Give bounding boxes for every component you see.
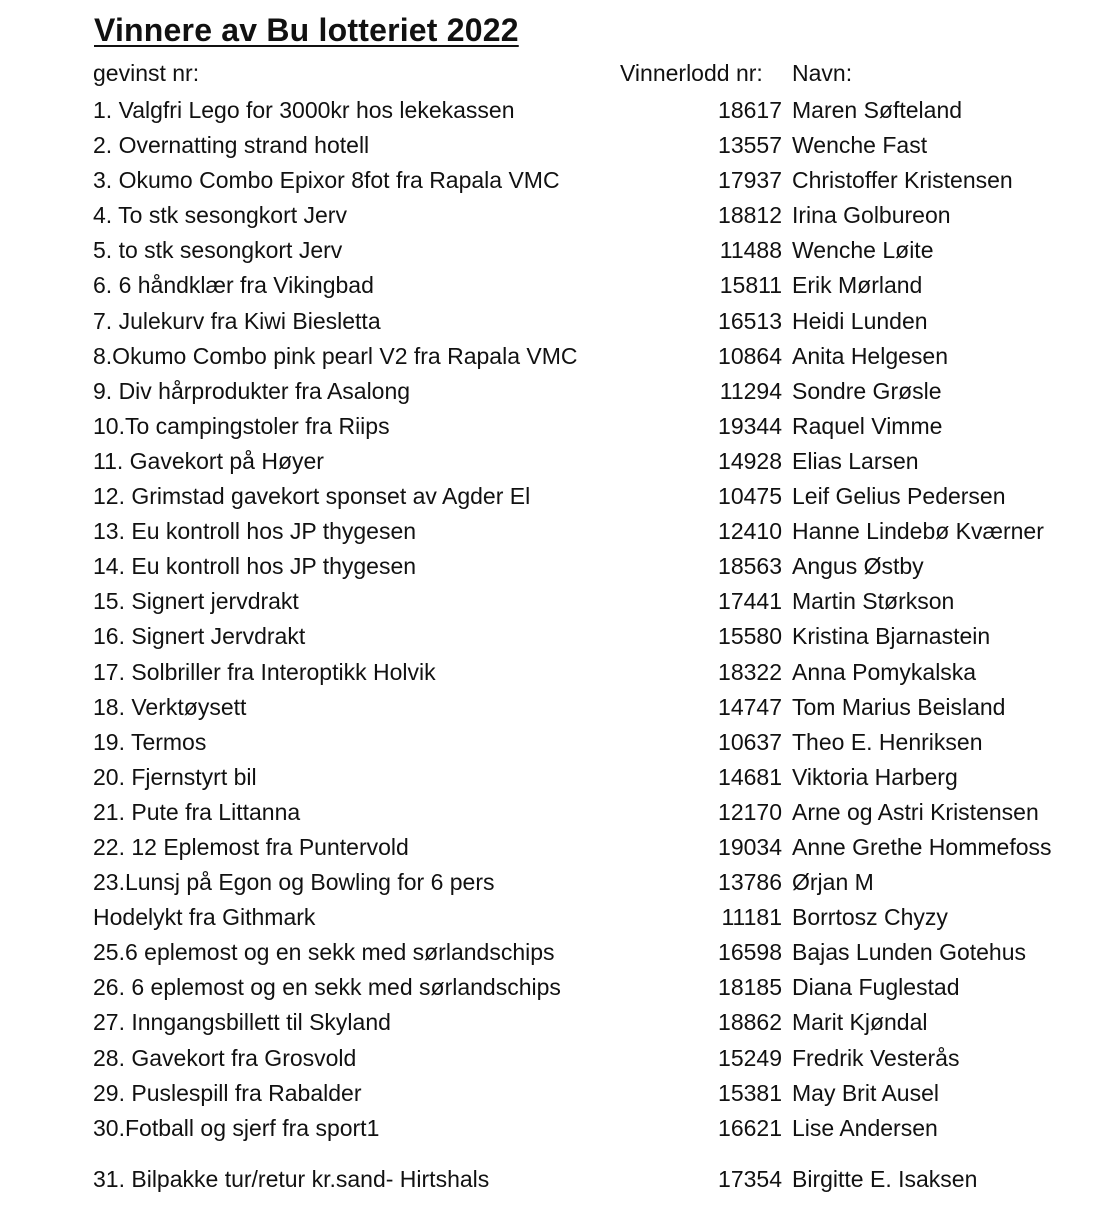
winner-name: Theo E. Henriksen xyxy=(792,728,983,755)
winner-row xyxy=(0,865,1100,900)
prize-cell: 1. Valgfri Lego for 3000kr hos lekekassen xyxy=(93,97,515,123)
winner-name: Lise Andersen xyxy=(792,1114,938,1141)
winner-name: Hanne Lindebø Kværner xyxy=(792,518,1044,545)
winner-name: Wenche Fast xyxy=(792,132,928,159)
winner-row xyxy=(0,304,1100,339)
winner-name: Raquel Vimme xyxy=(792,412,943,439)
prize-cell: 9. Div hårprodukter fra Asalong xyxy=(93,377,411,404)
prize-cell: 7. Julekurv fra Kiwi Biesletta xyxy=(93,307,381,334)
winner-name: Bajas Lunden Gotehus xyxy=(792,939,1027,966)
winner-row xyxy=(0,549,1100,584)
winner-name: Maren Søfteland xyxy=(792,97,963,123)
prize-cell: 10.To campingstoler fra Riips xyxy=(93,412,390,439)
winner-row xyxy=(0,760,1100,795)
prize-cell: 29. Puslespill fra Rabalder xyxy=(93,1079,362,1106)
prize-cell: 17. Solbriller fra Interoptikk Holvik xyxy=(93,658,436,685)
ticket-number: 18322 xyxy=(718,658,782,685)
ticket-number: 15580 xyxy=(718,623,782,650)
winner-name: Christoffer Kristensen xyxy=(792,167,1013,194)
prize-cell: 26. 6 eplemost og en sekk med sørlandschips xyxy=(93,974,561,1001)
ticket-number: 10637 xyxy=(718,728,782,755)
winner-row xyxy=(0,619,1100,654)
header-ticket: Vinnerlodd nr: xyxy=(620,60,763,86)
winner-row xyxy=(0,935,1100,970)
prize-cell: 14. Eu kontroll hos JP thygesen xyxy=(93,553,417,580)
prize-cell: 12. Grimstad gavekort sponset av Agder El xyxy=(93,483,531,510)
prize-cell: 3. Okumo Combo Epixor 8fot fra Rapala VMC xyxy=(93,167,560,194)
winner-row xyxy=(0,268,1100,303)
prize-cell: 16. Signert Jervdrakt xyxy=(93,623,306,650)
winner-row xyxy=(0,584,1100,619)
prize-cell: 27. Inngangsbillett til Skyland xyxy=(93,1009,391,1036)
winner-row xyxy=(0,198,1100,233)
prize-cell: 23.Lunsj på Egon og Bowling for 6 pers xyxy=(93,869,495,896)
winner-name: Anna Pomykalska xyxy=(792,658,977,685)
winner-row xyxy=(0,900,1100,935)
winner-name: Viktoria Harberg xyxy=(792,763,958,790)
winner-row xyxy=(0,128,1100,163)
winner-row xyxy=(0,970,1100,1005)
winner-name: Angus Østby xyxy=(792,553,924,580)
ticket-number: 10475 xyxy=(718,483,782,510)
ticket-number: 16621 xyxy=(718,1114,782,1141)
winner-row xyxy=(0,830,1100,865)
winner-row xyxy=(0,1005,1100,1040)
winner-row xyxy=(0,479,1100,514)
winner-row xyxy=(0,93,1100,128)
ticket-number: 19034 xyxy=(718,833,782,860)
ticket-number: 19344 xyxy=(718,412,782,439)
ticket-number: 18563 xyxy=(718,553,782,580)
ticket-number: 15249 xyxy=(718,1044,782,1071)
winner-row xyxy=(0,444,1100,479)
winner-name: Anita Helgesen xyxy=(792,342,948,369)
prize-cell: 19. Termos xyxy=(93,728,207,755)
ticket-number: 11488 xyxy=(719,237,782,264)
winner-name: Kristina Bjarnastein xyxy=(792,623,991,650)
winner-row xyxy=(0,163,1100,198)
ticket-number: 16513 xyxy=(718,307,782,334)
winner-name: Elias Larsen xyxy=(792,447,919,474)
ticket-number: 13557 xyxy=(718,132,782,159)
prize-cell: 2. Overnatting strand hotell xyxy=(93,132,370,159)
winner-row xyxy=(0,1076,1100,1111)
ticket-number: 11181 xyxy=(721,904,782,931)
winner-row xyxy=(0,795,1100,830)
prize-cell: 8.Okumo Combo pink pearl V2 fra Rapala VMC xyxy=(93,342,578,369)
winner-name: Fredrik Vesterås xyxy=(792,1044,960,1071)
prize-cell: 30.Fotball og sjerf fra sport1 xyxy=(93,1114,380,1141)
winner-name: Martin Størkson xyxy=(792,588,955,615)
ticket-number: 12170 xyxy=(718,798,782,825)
ticket-number: 17441 xyxy=(718,588,782,615)
ticket-number: 14928 xyxy=(718,447,782,474)
winner-row xyxy=(0,409,1100,444)
winner-name: Ørjan M xyxy=(792,869,874,896)
prize-cell: 28. Gavekort fra Grosvold xyxy=(93,1044,357,1071)
ticket-number: 12410 xyxy=(718,518,782,545)
winner-name: Heidi Lunden xyxy=(792,307,928,334)
ticket-number: 11294 xyxy=(719,377,782,404)
page-title: Vinnere av Bu lotteriet 2022 xyxy=(94,12,519,48)
winner-name: Sondre Grøsle xyxy=(792,377,942,404)
winner-name: Wenche Løite xyxy=(792,237,934,264)
ticket-number: 18812 xyxy=(718,202,782,229)
winner-name: Tom Marius Beisland xyxy=(792,693,1006,720)
ticket-number: 14681 xyxy=(718,763,782,790)
winner-row xyxy=(0,339,1100,374)
winner-row xyxy=(0,1041,1100,1076)
prize-cell: 18. Verktøysett xyxy=(93,693,247,720)
ticket-number: 18617 xyxy=(718,97,782,123)
prize-cell: 31. Bilpakke tur/retur kr.sand- Hirtshals xyxy=(93,1165,490,1192)
ticket-number: 14747 xyxy=(718,693,782,720)
winner-name: May Brit Ausel xyxy=(792,1079,939,1106)
winner-name: Leif Gelius Pedersen xyxy=(792,483,1006,510)
winner-name: Diana Fuglestad xyxy=(792,974,960,1001)
prize-cell: 21. Pute fra Littanna xyxy=(93,798,301,825)
winner-name: Birgitte E. Isaksen xyxy=(792,1165,978,1192)
winner-row xyxy=(0,655,1100,690)
ticket-number: 17937 xyxy=(718,167,782,194)
ticket-number: 18862 xyxy=(718,1009,782,1036)
winner-name: Irina Golbureon xyxy=(792,202,951,229)
prize-cell: 4. To stk sesongkort Jerv xyxy=(93,202,347,229)
ticket-number: 10864 xyxy=(718,342,782,369)
winner-row xyxy=(0,690,1100,725)
ticket-number: 17354 xyxy=(718,1165,782,1192)
header-name: Navn: xyxy=(792,60,853,86)
winner-row xyxy=(0,1111,1100,1146)
ticket-number: 13786 xyxy=(718,869,782,896)
ticket-number: 15811 xyxy=(719,272,782,299)
winner-name: Erik Mørland xyxy=(792,272,923,299)
prize-cell: 22. 12 Eplemost fra Puntervold xyxy=(93,833,409,860)
winner-row xyxy=(0,374,1100,409)
winners-list xyxy=(0,93,1100,1197)
winner-row xyxy=(0,233,1100,268)
prize-cell: 5. to stk sesongkort Jerv xyxy=(93,237,343,264)
prize-cell: 6. 6 håndklær fra Vikingbad xyxy=(93,272,374,299)
winner-row xyxy=(0,1162,1100,1197)
prize-cell: 13. Eu kontroll hos JP thygesen xyxy=(93,518,417,545)
ticket-number: 16598 xyxy=(718,939,782,966)
ticket-number: 18185 xyxy=(718,974,782,1001)
prize-cell: 25.6 eplemost og en sekk med sørlandschips xyxy=(93,939,555,966)
winner-name: Borrtosz Chyzy xyxy=(792,904,948,931)
ticket-number: 15381 xyxy=(718,1079,782,1106)
winner-name: Arne og Astri Kristensen xyxy=(792,798,1039,825)
winner-row xyxy=(0,725,1100,760)
winner-name: Marit Kjøndal xyxy=(792,1009,928,1036)
prize-cell: 20. Fjernstyrt bil xyxy=(93,763,257,790)
prize-cell: Hodelykt fra Githmark xyxy=(93,904,316,931)
winner-name: Anne Grethe Hommefoss xyxy=(792,833,1052,860)
prize-cell: 15. Signert jervdrakt xyxy=(93,588,299,615)
header-prize: gevinst nr: xyxy=(93,60,200,86)
winner-row xyxy=(0,514,1100,549)
prize-cell: 11. Gavekort på Høyer xyxy=(93,447,324,474)
